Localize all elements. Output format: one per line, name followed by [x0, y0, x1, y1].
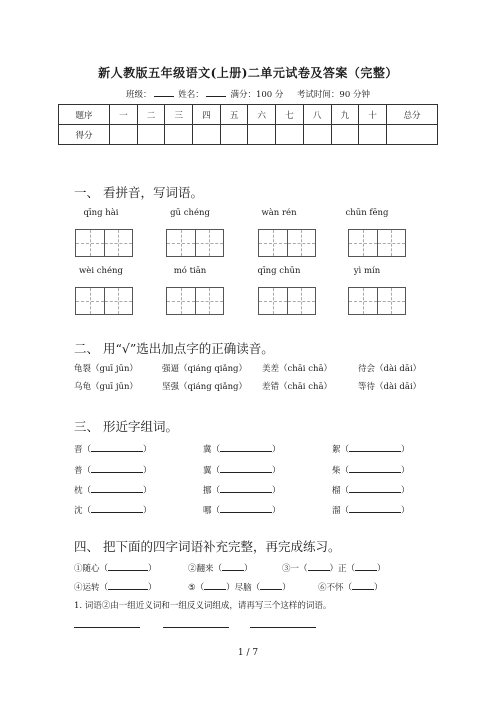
char: 冀	[203, 445, 212, 455]
score-header-cell: 八	[303, 105, 331, 125]
answer-blank[interactable]	[204, 580, 226, 590]
score-table	[58, 104, 438, 145]
pinyin-label: yì mín	[353, 266, 381, 276]
word-item: 挪（ ）	[203, 483, 281, 496]
idiom-item	[188, 561, 253, 574]
reading-option[interactable]: 等待（dài dāi）	[358, 382, 422, 392]
page-title: 新人教版五年级语文(上册)二单元试卷及答案（完整）	[98, 66, 398, 80]
answer-blank[interactable]	[349, 483, 401, 493]
score-header-cell: 九	[331, 105, 359, 125]
answer-blank[interactable]	[220, 442, 272, 452]
word-item: 哪（ ）	[203, 503, 281, 516]
idiom-text: ）	[148, 583, 157, 593]
answer-blank[interactable]	[91, 483, 143, 493]
word-item: 絮（ ）	[332, 442, 410, 455]
class-blank[interactable]	[154, 88, 174, 97]
score-header-cell: 五	[220, 105, 248, 125]
answer-line[interactable]	[74, 627, 140, 628]
score-cell[interactable]	[331, 125, 359, 145]
score-header-cell: 十	[359, 105, 387, 125]
score-label: 满分：100 分	[230, 90, 284, 100]
idiom-text: ）	[244, 564, 253, 574]
score-cell[interactable]	[193, 125, 221, 145]
idiom-item	[188, 580, 291, 593]
char: 挪	[203, 486, 212, 496]
char: 榴	[332, 486, 341, 496]
pinyin-label: wèi chéng	[79, 266, 123, 276]
char: 沈	[74, 506, 83, 516]
exam-info	[0, 88, 496, 100]
reading-option[interactable]: 坚强（qiáng qiǎng）	[162, 382, 247, 392]
char: 柴	[332, 466, 341, 476]
idiom-text: ⑥不怀（	[318, 583, 353, 593]
idiom-text: ②翻来（	[188, 564, 223, 574]
writing-grid[interactable]	[258, 229, 316, 257]
answer-blank[interactable]	[349, 463, 401, 473]
answer-blank[interactable]	[220, 483, 272, 493]
score-cell[interactable]	[359, 125, 387, 145]
answer-blank[interactable]	[355, 561, 377, 571]
score-table-header-row	[59, 105, 438, 125]
reading-option[interactable]: 强逼（qiáng qiǎng）	[162, 364, 247, 374]
idiom-item	[282, 561, 386, 574]
answer-blank[interactable]	[352, 580, 374, 590]
reading-option[interactable]: 差错（chāi chā）	[262, 382, 333, 392]
score-row-label: 得分	[59, 125, 110, 145]
score-cell[interactable]	[303, 125, 331, 145]
char: 普	[74, 466, 83, 476]
score-cell[interactable]	[220, 125, 248, 145]
score-cell[interactable]	[248, 125, 276, 145]
writing-grid[interactable]	[166, 229, 224, 257]
writing-grid[interactable]	[258, 287, 316, 315]
answer-blank[interactable]	[91, 463, 143, 473]
word-item: 柴（ ）	[332, 463, 410, 476]
time-label: 考试时间：90 分钟	[296, 90, 370, 100]
answer-blank[interactable]	[220, 463, 272, 473]
writing-grid[interactable]	[348, 287, 406, 315]
score-cell[interactable]	[137, 125, 165, 145]
pinyin-label: qīng chūn	[257, 266, 301, 276]
section-1-heading: 一、 看拼音，写词语。	[74, 185, 203, 200]
idiom-text: ⑤（	[188, 583, 205, 593]
idiom-text: ④运转（	[74, 583, 109, 593]
word-item: 翼（ ）	[203, 463, 281, 476]
pinyin-label: mó tiān	[173, 266, 207, 276]
score-header-cell: 六	[248, 105, 276, 125]
page-number: 1 / 7	[237, 648, 259, 658]
answer-blank[interactable]	[91, 442, 143, 452]
word-item: 枕（ ）	[74, 483, 152, 496]
answer-line[interactable]	[250, 627, 316, 628]
score-header-cell: 一	[110, 105, 138, 125]
reading-option[interactable]: 乌龟（guī jūn）	[74, 382, 138, 392]
char: 枕	[74, 486, 83, 496]
writing-grid[interactable]	[166, 287, 224, 315]
idiom-text: ①随心（	[74, 564, 109, 574]
score-header-cell: 题序	[59, 105, 110, 125]
word-item: 晋（ ）	[74, 442, 152, 455]
section-2-heading: 二、 用“√”选出加点字的正确读音。	[74, 341, 274, 356]
exercise-note: 1. 词语②由一组近义词和一组反义词组成，请再写三个这样的词语。	[74, 601, 332, 611]
section-4-heading: 四、 把下面的四字词语补充完整，再完成练习。	[74, 539, 341, 554]
score-cell[interactable]	[165, 125, 193, 145]
score-header-cell: 二	[137, 105, 165, 125]
word-item: 溜（ ）	[332, 503, 410, 516]
answer-blank[interactable]	[308, 561, 330, 571]
answer-blank[interactable]	[260, 580, 282, 590]
score-cell[interactable]	[276, 125, 304, 145]
reading-option[interactable]: 待会（dài dāi）	[358, 364, 422, 374]
section-3-heading: 三、 形近字组词。	[74, 419, 178, 434]
answer-blank[interactable]	[349, 503, 401, 513]
idiom-text: ）	[374, 583, 383, 593]
idiom-text: ）尽脑（	[226, 583, 261, 593]
word-item: 沈（ ）	[74, 503, 152, 516]
writing-grid[interactable]	[75, 229, 133, 257]
writing-grid[interactable]	[75, 287, 133, 315]
idiom-text: ）	[148, 564, 157, 574]
word-item: 榴（ ）	[332, 483, 410, 496]
writing-grid[interactable]	[348, 229, 406, 257]
name-label: 姓名：	[178, 90, 204, 100]
answer-blank[interactable]	[108, 580, 148, 590]
score-table-score-row	[59, 125, 438, 145]
score-header-cell: 四	[193, 105, 221, 125]
score-header-cell: 三	[165, 105, 193, 125]
idiom-item	[318, 580, 383, 593]
word-item: 普（ ）	[74, 463, 152, 476]
answer-blank[interactable]	[108, 561, 148, 571]
idiom-item	[74, 580, 157, 593]
char: 晋	[74, 445, 83, 455]
char: 哪	[203, 506, 212, 516]
answer-blank[interactable]	[91, 503, 143, 513]
pinyin-label: wàn rén	[261, 208, 297, 218]
pinyin-label: gū chéng	[170, 208, 210, 218]
idiom-item	[74, 561, 157, 574]
class-label: 班级：	[126, 90, 152, 100]
idiom-text: ）	[282, 583, 291, 593]
idiom-text: ③一（	[282, 564, 308, 574]
score-cell[interactable]	[110, 125, 138, 145]
reading-option[interactable]: 龟裂（guī jūn）	[74, 364, 138, 374]
answer-blank[interactable]	[220, 503, 272, 513]
char: 絮	[332, 445, 341, 455]
answer-line[interactable]	[163, 627, 229, 628]
answer-blank[interactable]	[349, 442, 401, 452]
word-item: 冀（ ）	[203, 442, 281, 455]
name-blank[interactable]	[206, 88, 226, 97]
char: 溜	[332, 506, 341, 516]
char: 翼	[203, 466, 212, 476]
idiom-text: ）	[377, 564, 386, 574]
answer-blank[interactable]	[222, 561, 244, 571]
pinyin-label: qīng hài	[83, 208, 119, 218]
score-cell[interactable]	[387, 125, 438, 145]
score-header-cell: 七	[276, 105, 304, 125]
reading-option[interactable]: 美差（chāi chā）	[262, 364, 333, 374]
idiom-text: ）正（	[329, 564, 356, 574]
score-header-cell: 总分	[387, 105, 438, 125]
pinyin-label: chūn fēng	[345, 208, 389, 218]
